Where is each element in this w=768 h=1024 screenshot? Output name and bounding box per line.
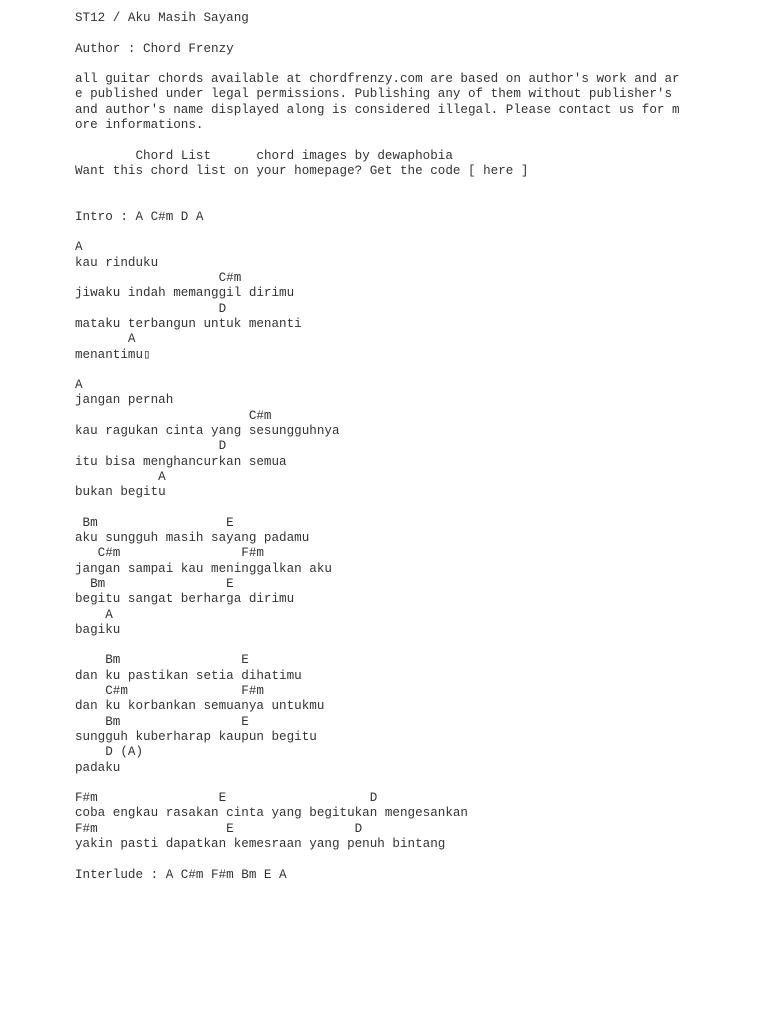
chord-line: A (75, 240, 83, 255)
get-code-link[interactable]: here (483, 163, 514, 178)
chord-list-indent (75, 149, 135, 163)
spacer (75, 225, 715, 240)
spacer (75, 363, 715, 378)
chord-line: D (75, 301, 227, 316)
chord-list-link[interactable]: Chord List (135, 148, 212, 163)
spacer (75, 179, 715, 194)
author-line: Author : Chord Frenzy (75, 41, 234, 56)
lyric-line: begitu sangat berharga dirimu (75, 592, 295, 607)
embed-code-row (75, 164, 715, 179)
chorus-1 (75, 516, 715, 638)
chord-line: Bm E (75, 515, 234, 530)
lyric-line: dan ku pastikan setia dihatimu (75, 668, 302, 683)
verse-1 (75, 240, 715, 362)
chord-line: C#m F#m (75, 546, 264, 561)
lyric-line: kau rinduku (75, 255, 159, 270)
notice-line: ore informations. (75, 118, 204, 133)
chord-line: A (75, 607, 113, 622)
spacer (75, 26, 715, 41)
chord-line: C#m (75, 271, 242, 286)
spacer (75, 133, 715, 148)
lyric-line: dan ku korbankan semuanya untukmu (75, 699, 325, 714)
embed-prefix: Want this chord list on your homepage? Get the code [ (75, 163, 484, 178)
lyric-line: mataku terbangun untuk menanti (75, 316, 302, 331)
lyric-line: aku sungguh masih sayang padamu (75, 531, 310, 546)
lyric-line: jangan pernah (75, 393, 174, 408)
chord-images-credit: chord images by dewaphobia (256, 148, 453, 163)
bridge (75, 791, 715, 852)
lyric-line: coba engkau rasakan cinta yang begitukan mengesankan (75, 806, 468, 821)
intro-line: Intro : A C#m D A (75, 209, 204, 224)
chord-line: C#m F#m (75, 684, 264, 699)
chorus-2 (75, 653, 715, 775)
notice-line: and author's name displayed along is considered illegal. Please contact us for m (75, 102, 680, 117)
chord-line: A (75, 378, 83, 393)
lyric-line: bukan begitu (75, 485, 166, 500)
chord-list-gap (211, 149, 256, 163)
lyric-line: jiwaku indah memanggil dirimu (75, 286, 295, 301)
chord-line: F#m E D (75, 821, 363, 836)
verse-2 (75, 378, 715, 500)
spacer (75, 57, 715, 72)
spacer (75, 195, 715, 210)
chord-line: Bm E (75, 653, 249, 668)
lyric-line: jangan sampai kau meninggalkan aku (75, 561, 332, 576)
lyric-line: yakin pasti dapatkan kemesraan yang penuh bintang (75, 837, 446, 852)
chord-sheet (75, 11, 715, 883)
lyric-line: bagiku (75, 622, 121, 637)
lyric-line: kau ragukan cinta yang sesungguhnya (75, 424, 340, 439)
notice-line: e published under legal permissions. Publishing any of them without publisher's (75, 87, 673, 102)
chord-line: D (75, 439, 227, 454)
chord-line: F#m E D (75, 791, 378, 806)
chord-line: A (75, 469, 166, 484)
lyric-line: menantimu▯ (75, 347, 151, 362)
lyric-line: padaku (75, 760, 121, 775)
chord-line: A (75, 332, 136, 347)
chord-line: Bm E (75, 576, 234, 591)
spacer (75, 501, 715, 516)
chord-line: D (A) (75, 745, 144, 760)
notice-line: all guitar chords available at chordfrenzy.com are based on author's work and ar (75, 72, 680, 87)
embed-suffix: ] (513, 163, 529, 178)
interlude-line: Interlude : A C#m F#m Bm E A (75, 867, 287, 882)
lyric-line: sungguh kuberharap kaupun begitu (75, 729, 317, 744)
spacer (75, 852, 715, 867)
spacer (75, 638, 715, 653)
lyric-line: itu bisa menghancurkan semua (75, 454, 287, 469)
chord-list-row (75, 149, 715, 164)
chord-line: C#m (75, 408, 272, 423)
chord-line: Bm E (75, 714, 249, 729)
legal-notice (75, 72, 715, 133)
song-title: ST12 / Aku Masih Sayang (75, 11, 249, 25)
spacer (75, 776, 715, 791)
